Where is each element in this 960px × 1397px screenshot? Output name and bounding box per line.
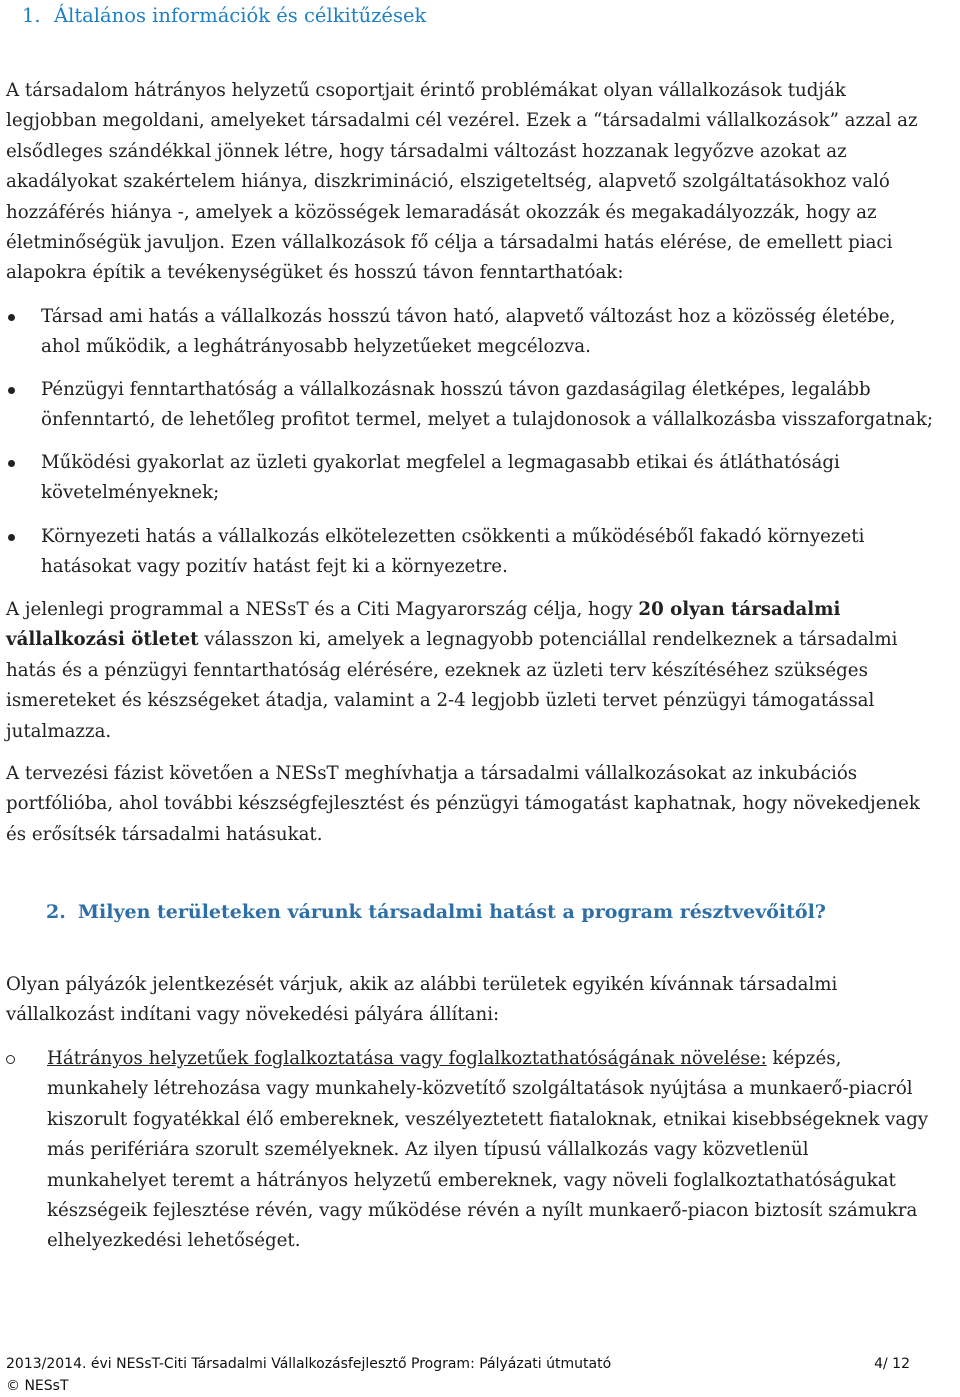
item-line: elhelyezkedési lehetőséget.: [47, 1230, 301, 1252]
bold-highlight: vállalkozási ötletet: [6, 629, 199, 651]
text-run: válasszon ki, amelyek a legnagyobb potenciállal rendelkeznek a társadalmi: [198, 629, 898, 651]
bullet-line: Környezeti hatás a vállalkozás elkötelezetten csökkenti a működéséből fakadó környezeti: [41, 526, 865, 547]
underlined-heading: Hátrányos helyzetűek foglalkoztatása vagy foglalkoztathatóságának növelése:: [47, 1048, 767, 1069]
paragraph-line: jutalmazza.: [6, 720, 112, 742]
paragraph-line: [6, 625, 897, 655]
paragraph-line: akadályokat szakértelem hiánya, diszkrimináció, elszigeteltség, alapvető szolgáltatásokhoz való: [6, 171, 890, 193]
paragraph-line: elsődleges szándékkal jönnek létre, hogy társadalmi változást hozzanak legyőzve azokat az: [6, 140, 847, 162]
paragraph-line: hatás és a pénzügyi fenntarthatóság elérésére, ezeknek az üzleti terv készítéséhez szükséges: [6, 659, 868, 681]
circle-bullet: [6, 1055, 15, 1064]
section-2-title: Milyen területeken várunk társadalmi hatást a program résztvevőitől?: [78, 901, 826, 923]
bullet-line: hatásokat vagy pozitív hatást fejt ki a környezetre.: [41, 556, 508, 578]
bold-highlight: 20 olyan társadalmi: [638, 599, 841, 620]
item-first-line: [47, 1044, 928, 1074]
paragraph-line: alapokra építik a tevékenységüket és hosszú távon fenntarthatóak:: [6, 262, 624, 284]
bullet-dot: [8, 534, 15, 541]
bullet-dot: [8, 387, 15, 394]
paragraph-line: [6, 595, 897, 625]
item-line: kiszorult fogyatékkal élő embereknek, veszélyeztetett fiataloknak, etnikai kisebbségeknek vagy: [47, 1108, 929, 1130]
bullet-line: ahol működik, a leghátrányosabb helyzetűeket megcélozva.: [41, 336, 591, 358]
bullet-line: Működési gyakorlat az üzleti gyakorlat megfelel a legmagasabb etikai és átláthatósági: [41, 452, 840, 473]
section-1-heading: [22, 4, 426, 27]
bullet-item-financial-sustainability: [41, 375, 933, 436]
copyright: © NESsT: [6, 1378, 69, 1394]
footer-program-title: 2013/2014. évi NESsT-Citi Társadalmi Vállalkozásfejlesztő Program: Pályázati útmutató: [6, 1356, 612, 1372]
bullet-line: követelményeknek;: [41, 482, 220, 504]
program-paragraph: [6, 595, 897, 747]
bullet-item-operating-practice: [41, 448, 840, 509]
paragraph-line: ismereteket és készségeket átadja, valamint a 2-4 legjobb üzleti tervet pénzügyi támogatással: [6, 690, 875, 712]
bullet-dot: [8, 314, 15, 321]
bullet-item-social-impact: [41, 302, 895, 363]
item-line: munkahely létrehozása vagy munkahely-közvetítő szolgáltatások nyújtása a munkaerő-piacról: [47, 1078, 913, 1100]
text-run: képzés,: [766, 1048, 842, 1069]
area-item-employment: [47, 1044, 928, 1257]
paragraph-line: legjobban megoldani, amelyeket társadalmi cél vezérel. Ezek a “társadalmi vállalkozások” azzal az: [6, 110, 918, 132]
paragraph-line: hozzáférés hiánya -, amelyek a közösségek lemaradását okozzák és megakadályozzák, hogy az: [6, 201, 877, 223]
paragraph-line: és erősítsék társadalmi hatásukat.: [6, 823, 323, 845]
section-2-intro: [6, 970, 837, 1031]
bullet-dot: [8, 460, 15, 467]
paragraph-line: Olyan pályázók jelentkezését várjuk, akik az alábbi területek egyikén kívánnak társadalmi: [6, 974, 838, 995]
intro-paragraph: [6, 76, 918, 289]
section-2-number: 2.: [46, 901, 66, 923]
item-line: más perifériára szorult személyeknek. Az ilyen típusú vállalkozás vagy közvetlenül: [47, 1139, 809, 1161]
paragraph-line: A társadalom hátrányos helyzetű csoportjait érintő problémákat olyan vállalkozások tudják: [6, 80, 846, 101]
section-1-number: 1.: [22, 4, 41, 27]
bullet-line: önfenntartó, de lehetőleg profitot termel, melyet a tulajdonosok a vállalkozásba visszaforgatnak;: [41, 409, 934, 431]
incubation-paragraph: [6, 759, 920, 850]
bullet-line: Társad ami hatás a vállalkozás hosszú távon ható, alapvető változást hoz a közösség életébe,: [41, 306, 896, 327]
page-footer: [6, 1353, 910, 1397]
paragraph-line: vállalkozást indítani vagy növekedési pályára állítani:: [6, 1004, 500, 1026]
text-run: A jelenlegi programmal a NESsT és a Citi Magyarország célja, hogy: [6, 599, 639, 620]
item-line: készségeik fejlesztése révén, vagy működése révén a nyílt munkaerő-piacon biztosít számukra: [47, 1199, 918, 1221]
page-number: 4/ 12: [874, 1356, 910, 1372]
paragraph-line: portfólióba, ahol további készségfejlesztést és pénzügyi támogatást kaphatnak, hogy növekedjenek: [6, 793, 920, 815]
bullet-line: Pénzügyi fenntarthatóság a vállalkozásnak hosszú távon gazdaságilag életképes, legalább: [41, 379, 871, 400]
bullet-item-environmental-impact: [41, 522, 864, 583]
paragraph-line: A tervezési fázist követően a NESsT meghívhatja a társadalmi vállalkozásokat az inkubációs: [6, 763, 858, 784]
paragraph-line: életminőségük javuljon. Ezen vállalkozások fő célja a társadalmi hatás elérése, de emellett piaci: [6, 231, 893, 253]
section-1-title: Általános információk és célkitűzések: [54, 4, 427, 27]
section-2-heading: [46, 901, 826, 923]
item-line: munkahelyet teremt a hátrányos helyzetű embereknek, vagy növeli foglalkoztathatóságukat: [47, 1169, 896, 1191]
